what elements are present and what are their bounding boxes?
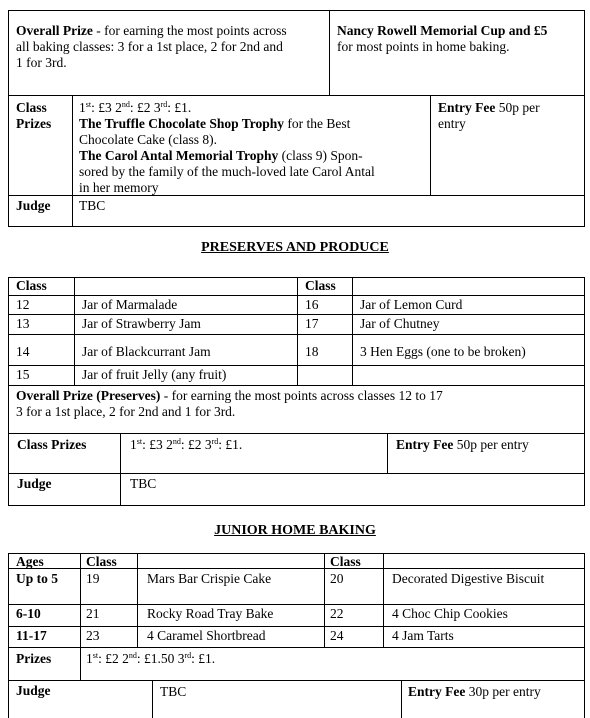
class-item: 4 Jam Tarts bbox=[392, 628, 454, 643]
divider bbox=[120, 433, 121, 506]
prizes-label: Prizes bbox=[16, 651, 52, 666]
overall-prize-line-2: all baking classes: 3 for a 1st place, 2 for 2nd and bbox=[16, 39, 283, 54]
divider bbox=[8, 680, 585, 681]
class-number: 15 bbox=[16, 367, 30, 382]
class-item: Jar of Chutney bbox=[360, 316, 440, 331]
nancy-cup-label: Nancy Rowell Memorial Cup and £5 bbox=[337, 23, 548, 38]
divider bbox=[80, 553, 81, 680]
judge-value: TBC bbox=[160, 684, 187, 699]
carol-trophy-line-2: sored by the family of the much-loved late Carol Antal bbox=[79, 164, 375, 179]
judge-label: Judge bbox=[17, 476, 52, 491]
class-number: 16 bbox=[305, 297, 319, 312]
class-prizes-label-2: Prizes bbox=[16, 116, 52, 131]
class-number: 18 bbox=[305, 344, 319, 359]
class-number: 17 bbox=[305, 316, 319, 331]
class-number: 14 bbox=[16, 344, 30, 359]
judge-value: TBC bbox=[130, 476, 157, 491]
class-item: 4 Caramel Shortbread bbox=[147, 628, 266, 643]
divider bbox=[8, 433, 585, 434]
preserves-overall-line-1: Overall Prize (Preserves) - for earning the most points across classes 12 to 17 bbox=[16, 388, 443, 403]
ages-header: Ages bbox=[16, 554, 44, 569]
junior-heading: JUNIOR HOME BAKING bbox=[214, 523, 376, 538]
class-header-right: Class bbox=[330, 554, 361, 569]
class-item: 3 Hen Eggs (one to be broken) bbox=[360, 344, 526, 359]
divider bbox=[387, 433, 388, 474]
class-number: 24 bbox=[330, 628, 344, 643]
prize-amounts: 1st: £3 2nd: £2 3rd: £1. bbox=[130, 437, 243, 452]
judge-label: Judge bbox=[16, 683, 51, 698]
class-number: 13 bbox=[16, 316, 30, 331]
divider bbox=[383, 553, 384, 648]
entry-fee-line-1: Entry Fee 50p per bbox=[438, 100, 540, 115]
preserves-overall-line-2: 3 for a 1st place, 2 for 2nd and 1 for 3rd. bbox=[16, 404, 236, 419]
divider bbox=[297, 277, 298, 386]
class-number: 19 bbox=[86, 571, 100, 586]
divider bbox=[352, 277, 353, 386]
overall-prize-line-3: 1 for 3rd. bbox=[16, 55, 67, 70]
divider bbox=[329, 10, 330, 96]
prize-amounts: 1st: £3 2nd: £2 3rd: £1. bbox=[79, 100, 192, 115]
class-prizes-label: Class Prizes bbox=[17, 437, 87, 452]
class-item: Jar of Blackcurrant Jam bbox=[82, 344, 211, 359]
judge-value: TBC bbox=[79, 198, 106, 213]
divider bbox=[8, 473, 585, 474]
class-item: Jar of Marmalade bbox=[82, 297, 178, 312]
class-number: 12 bbox=[16, 297, 30, 312]
class-number: 20 bbox=[330, 571, 344, 586]
age-range: Up to 5 bbox=[16, 571, 59, 586]
divider bbox=[8, 647, 585, 648]
class-number: 22 bbox=[330, 606, 344, 621]
divider bbox=[8, 604, 585, 605]
age-range: 6-10 bbox=[16, 606, 41, 621]
class-header-left: Class bbox=[16, 278, 47, 293]
truffle-trophy-line-1: The Truffle Chocolate Shop Trophy for the Best bbox=[79, 116, 351, 131]
divider bbox=[430, 95, 431, 196]
divider bbox=[324, 553, 325, 648]
class-item: Mars Bar Crispie Cake bbox=[147, 571, 272, 586]
entry-fee-line-2: entry bbox=[438, 116, 466, 131]
class-item: 4 Choc Chip Cookies bbox=[392, 606, 508, 621]
divider bbox=[74, 277, 75, 386]
class-item: Jar of Strawberry Jam bbox=[82, 316, 201, 331]
class-item: Rocky Road Tray Bake bbox=[147, 606, 274, 621]
class-item: Jar of fruit Jelly (any fruit) bbox=[82, 367, 227, 382]
class-number: 21 bbox=[86, 606, 100, 621]
prize-amounts: 1st: £2 2nd: £1.50 3rd: £1. bbox=[86, 651, 216, 666]
entry-fee: Entry Fee 50p per entry bbox=[396, 437, 529, 452]
class-number: 23 bbox=[86, 628, 100, 643]
divider bbox=[137, 553, 138, 648]
divider bbox=[8, 95, 585, 96]
carol-trophy-line-3: in her memory bbox=[79, 180, 159, 195]
class-header-right: Class bbox=[305, 278, 336, 293]
carol-trophy-line-1: The Carol Antal Memorial Trophy (class 9) Spon- bbox=[79, 148, 363, 163]
class-prizes-label-1: Class bbox=[16, 100, 47, 115]
nancy-cup-text: for most points in home baking. bbox=[337, 39, 510, 54]
class-item: Decorated Digestive Biscuit bbox=[392, 571, 545, 586]
class-item: Jar of Lemon Curd bbox=[360, 297, 463, 312]
age-range: 11-17 bbox=[16, 628, 47, 643]
divider bbox=[401, 680, 402, 718]
overall-prize-line-1: Overall Prize - for earning the most points across bbox=[16, 23, 287, 38]
truffle-trophy-line-2: Chocolate Cake (class 8). bbox=[79, 132, 217, 147]
entry-fee: Entry Fee 30p per entry bbox=[408, 684, 541, 699]
class-header-left: Class bbox=[86, 554, 117, 569]
divider bbox=[152, 680, 153, 718]
preserves-heading: PRESERVES AND PRODUCE bbox=[201, 240, 389, 255]
judge-label: Judge bbox=[16, 198, 51, 213]
divider bbox=[8, 626, 585, 627]
divider bbox=[72, 95, 73, 227]
